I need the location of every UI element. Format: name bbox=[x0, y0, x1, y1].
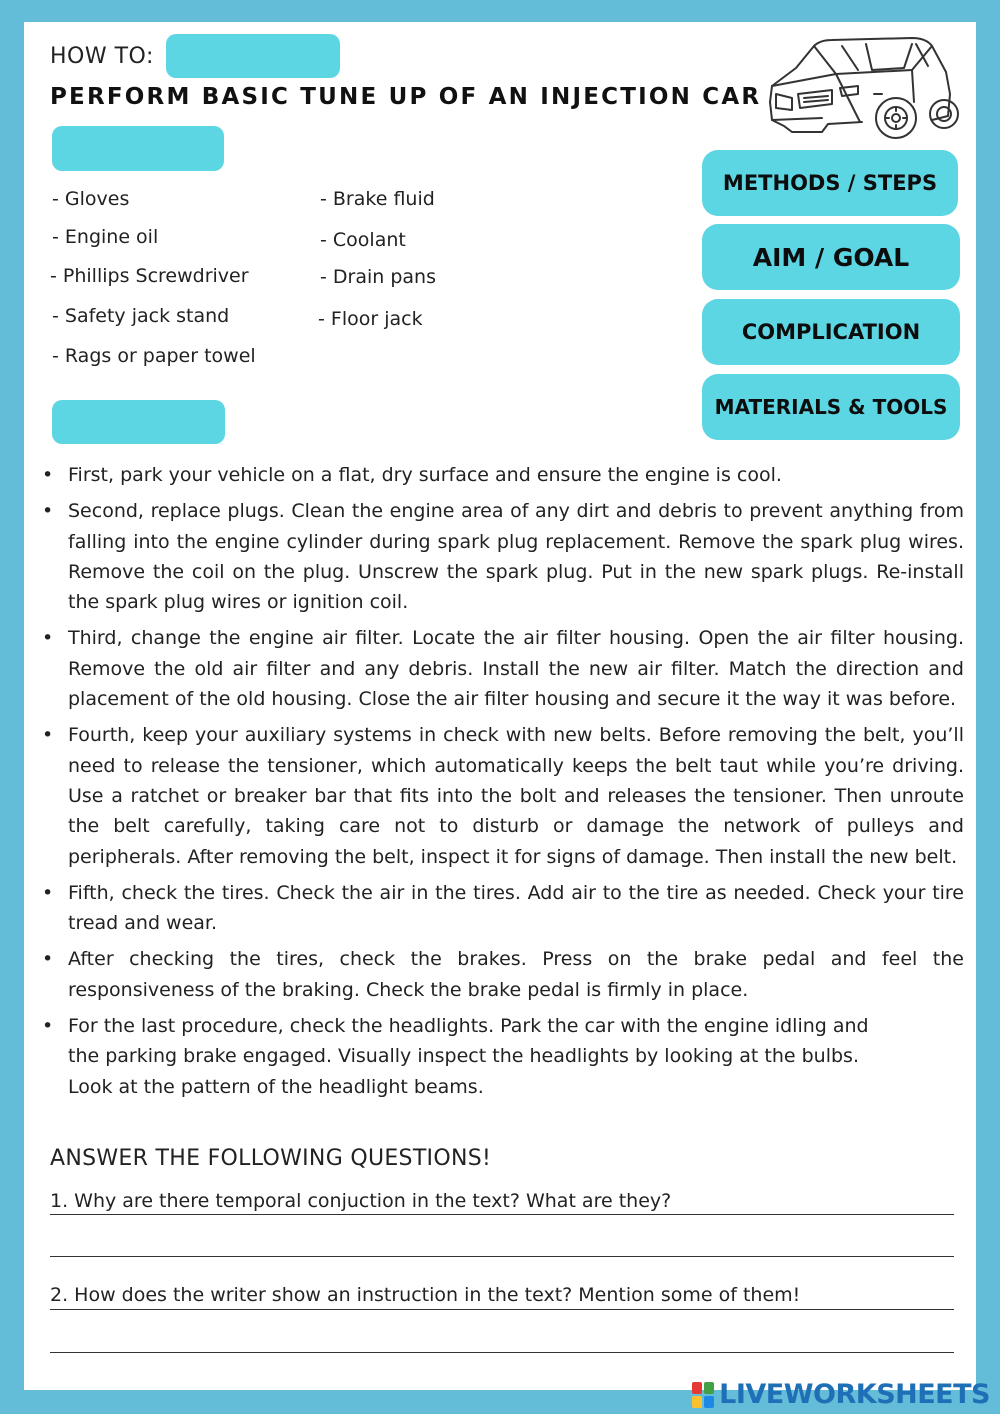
bullet-icon: • bbox=[42, 881, 54, 904]
logo-icon bbox=[691, 1380, 717, 1410]
answer-line[interactable] bbox=[50, 1256, 954, 1257]
questions-heading: ANSWER THE FOLLOWING QUESTIONS! bbox=[50, 1146, 492, 1171]
car-outline-icon bbox=[762, 32, 962, 146]
logo-text: LIVEWORKSHEETS bbox=[719, 1379, 990, 1410]
question-1: 1. Why are there temporal conjuction in the text? What are they? bbox=[50, 1190, 672, 1212]
label-complication[interactable]: COMPLICATION bbox=[702, 299, 960, 365]
bullet-icon: • bbox=[42, 500, 54, 523]
label-methods-steps[interactable]: METHODS / STEPS bbox=[702, 150, 958, 216]
drop-zone-title-label[interactable] bbox=[166, 34, 340, 78]
worksheet bbox=[24, 22, 976, 1390]
material-item: - Safety jack stand bbox=[52, 305, 230, 327]
bullet-icon: • bbox=[42, 627, 54, 650]
how-to-label: HOW TO: bbox=[50, 44, 154, 69]
answer-line[interactable] bbox=[50, 1309, 954, 1310]
step-item: • Third, change the engine air filter. Locate the air filter housing. Open the air filter housing. Remove the old air filter and any debris. Install the new air filter. Match the direction and placement of the old housing. Close the air filter housing and secure it the way it was before. bbox=[38, 623, 964, 714]
step-item: • First, park your vehicle on a flat, dry surface and ensure the engine is cool. bbox=[38, 460, 964, 490]
liveworksheets-logo bbox=[691, 1379, 990, 1410]
material-item: - Phillips Screwdriver bbox=[50, 265, 249, 287]
question-2: 2. How does the writer show an instruction in the text? Mention some of them! bbox=[50, 1284, 801, 1306]
material-item: - Rags or paper towel bbox=[52, 345, 256, 367]
step-item: • For the last procedure, check the headlights. Park the car with the engine idling and the parking brake engaged. Visually inspect the headlights by looking at the bulbs. Look at the pattern of the headlight beams. bbox=[38, 1011, 964, 1102]
material-item: - Coolant bbox=[320, 229, 406, 251]
drop-zone-steps-heading[interactable] bbox=[52, 400, 225, 444]
bullet-icon: • bbox=[42, 464, 54, 486]
bullet-icon: • bbox=[42, 1015, 54, 1038]
bullet-icon: • bbox=[42, 724, 54, 747]
step-item: • After checking the tires, check the brakes. Press on the brake pedal and feel the responsiveness of the braking. Check the brake pedal is firmly in place. bbox=[38, 944, 964, 1005]
steps-list bbox=[38, 460, 964, 1108]
material-item: - Gloves bbox=[52, 188, 130, 210]
drop-zone-materials-heading[interactable] bbox=[52, 126, 224, 171]
label-materials-tools[interactable]: MATERIALS & TOOLS bbox=[702, 374, 960, 440]
material-item: - Engine oil bbox=[52, 226, 159, 248]
answer-line[interactable] bbox=[50, 1214, 954, 1215]
bullet-icon: • bbox=[42, 948, 54, 971]
page-title: PERFORM BASIC TUNE UP OF AN INJECTION CAR bbox=[50, 84, 762, 110]
step-item: • Fourth, keep your auxiliary systems in check with new belts. Before removing the belt, you’ll need to release the tensioner, which automatically keeps the belt taut while you’re driving. Use a ratchet or breaker bar that fits into the bolt and releases the tensioner. Then unroute the belt carefully, taking care not to disturb or damage the network of pulleys and peripherals. After removing the belt, inspect it for signs of damage. Then install the new belt. bbox=[38, 720, 964, 871]
material-item: - Brake fluid bbox=[320, 188, 435, 210]
material-item: - Drain pans bbox=[320, 266, 436, 288]
answer-line[interactable] bbox=[50, 1352, 954, 1353]
step-item: • Fifth, check the tires. Check the air in the tires. Add air to the tire as needed. Check your tire tread and wear. bbox=[38, 878, 964, 939]
step-item: • Second, replace plugs. Clean the engine area of any dirt and debris to prevent anything from falling into the engine cylinder during spark plug replacement. Remove the spark plug wires. Remove the coil on the plug. Unscrew the spark plug. Put in the new spark plugs. Re-install the spark plug wires or ignition coil. bbox=[38, 496, 964, 617]
material-item: - Floor jack bbox=[318, 308, 423, 330]
label-aim-goal[interactable]: AIM / GOAL bbox=[702, 224, 960, 290]
